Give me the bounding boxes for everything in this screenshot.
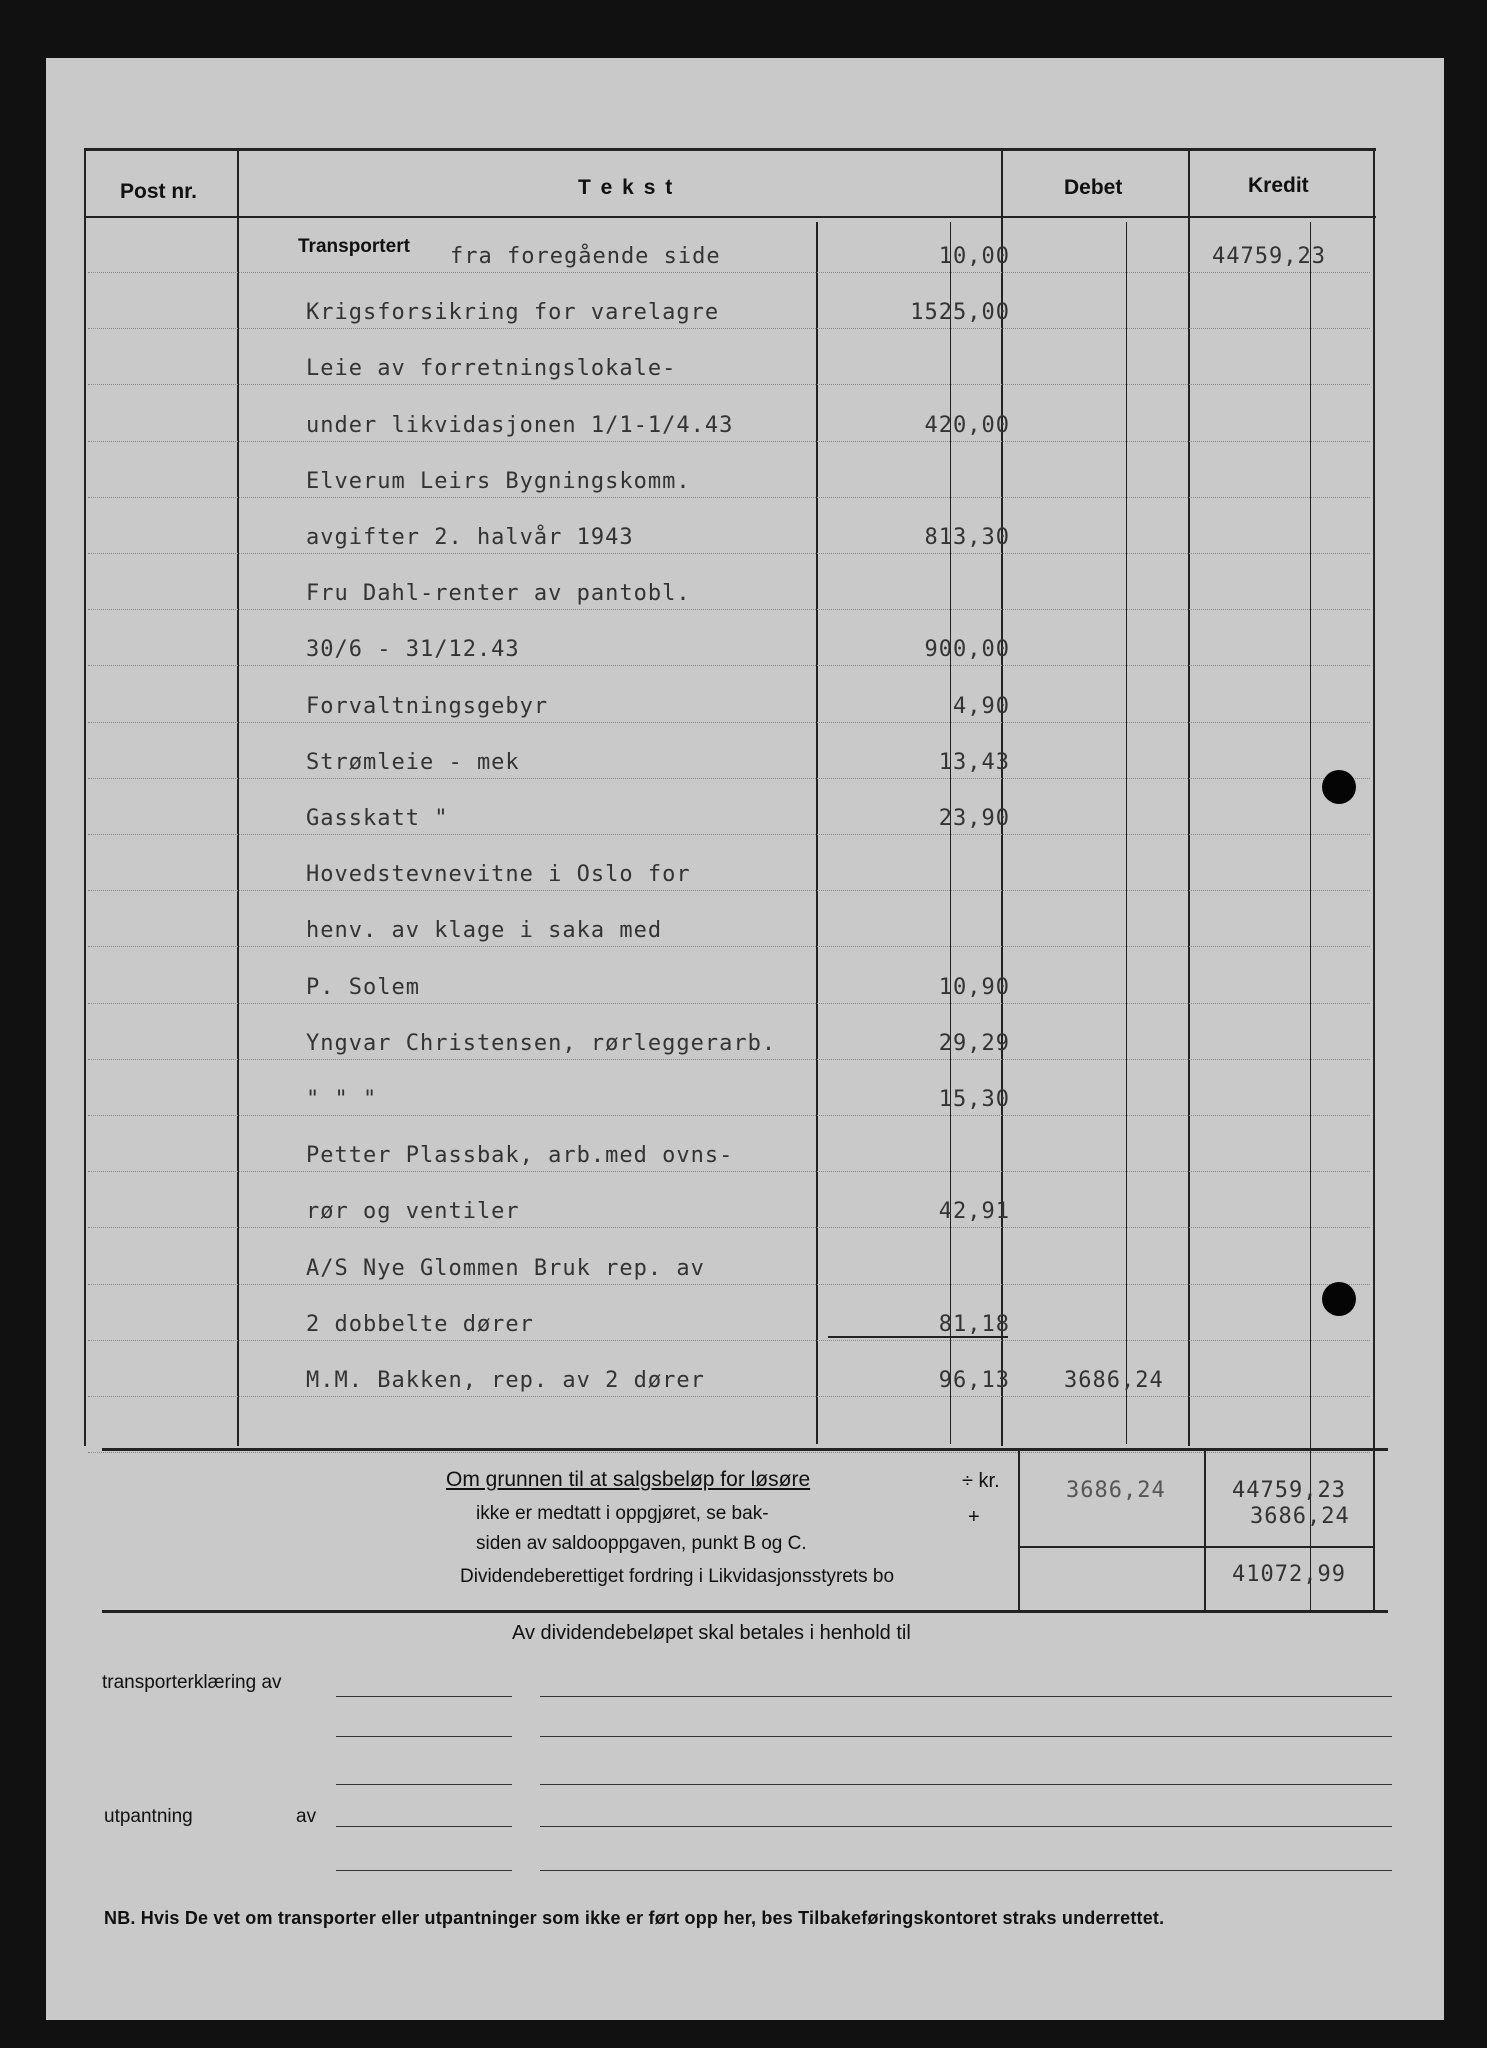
row-amount: 81,18 [938, 1312, 1010, 1337]
amount-cents-line [950, 222, 951, 1444]
row-guideline [88, 1115, 1370, 1116]
row-guideline [88, 1227, 1370, 1228]
blank-line-long[interactable] [540, 1784, 1392, 1785]
summary-debet-left [1018, 1450, 1020, 1610]
table-top-border [84, 148, 1376, 151]
row-guideline [88, 1340, 1370, 1341]
plus-sign: + [968, 1506, 980, 1528]
row-amount: 13,43 [938, 750, 1010, 775]
row-guideline [88, 778, 1370, 779]
row-guideline [88, 1396, 1370, 1397]
row-amount: 10,00 [938, 244, 1010, 269]
summary-kredit-minus: 3686,24 [1250, 1504, 1350, 1529]
row-guideline [88, 272, 1370, 273]
row-amount: 4,90 [953, 694, 1010, 719]
row-text: " " " [306, 1087, 378, 1112]
row-text: under likvidasjonen 1/1-1/4.43 [306, 413, 734, 438]
tekst-debet-divider [1001, 150, 1003, 1446]
header-debet: Debet [1064, 176, 1123, 199]
row-amount: 10,90 [938, 975, 1010, 1000]
row-text: fra foregående side [450, 244, 721, 269]
header-post-nr: Post nr. [120, 180, 198, 203]
row-guideline [88, 1171, 1370, 1172]
row-amount: 1525,00 [910, 300, 1010, 325]
kredit-cents-line [1310, 222, 1311, 1612]
header-tekst: T e k s t [578, 176, 675, 199]
row-text: 30/6 - 31/12.43 [306, 637, 520, 662]
row-guideline [88, 1452, 1370, 1453]
row-guideline [88, 665, 1370, 666]
punch-hole-lower [1322, 1282, 1356, 1316]
table-left-border [84, 150, 86, 1446]
row-text: Hovedstevnevitne i Oslo for [306, 862, 691, 887]
row-amount: 29,29 [938, 1031, 1010, 1056]
row-text: Fru Dahl-renter av pantobl. [306, 581, 691, 606]
row-text: Gasskatt " [306, 806, 449, 831]
summary-bottom-border [102, 1610, 1388, 1613]
summary-top-border [102, 1448, 1388, 1451]
row-guideline [88, 946, 1370, 947]
postnr-divider [237, 150, 239, 1446]
transport-label: Transportert [298, 236, 410, 257]
utpantning-av: av [296, 1806, 317, 1827]
row-text: M.M. Bakken, rep. av 2 dører [306, 1368, 705, 1393]
result-separator [1018, 1546, 1374, 1548]
debet-cents-line [1126, 222, 1127, 1444]
footer-note: NB. Hvis De vet om transporter eller utpantninger som ikke er ført opp her, bes Tilbakeføringskontoret straks underrettet. [104, 1908, 1165, 1928]
row-text: henv. av klage i saka med [306, 918, 663, 943]
row-text: Petter Plassbak, arb.med ovns- [306, 1143, 734, 1168]
note-line-1: Om grunnen til at salgsbeløp for løsøre [446, 1468, 811, 1491]
debet-kredit-divider [1188, 150, 1190, 1446]
blank-line-short[interactable] [336, 1826, 512, 1827]
blank-line-short[interactable] [336, 1870, 512, 1871]
row-guideline [88, 834, 1370, 835]
row-text: Yngvar Christensen, rørleggerarb. [306, 1031, 777, 1056]
row-text: Forvaltningsgebyr [306, 694, 549, 719]
blank-line-short[interactable] [336, 1736, 512, 1737]
summary-result: 41072,99 [1232, 1562, 1346, 1587]
minus-kr: ÷ kr. [962, 1470, 1000, 1492]
row-guideline [88, 553, 1370, 554]
row-guideline [88, 441, 1370, 442]
note-line-2: ikke er medtatt i oppgjøret, se bak- [476, 1503, 769, 1524]
row-debet: 3686,24 [1064, 1368, 1164, 1393]
header-kredit: Kredit [1248, 174, 1309, 197]
row-amount: 96,13 [938, 1368, 1010, 1393]
row-guideline [88, 497, 1370, 498]
row-amount: 900,00 [924, 637, 1010, 662]
row-guideline [88, 1059, 1370, 1060]
row-guideline [88, 890, 1370, 891]
dividend-line: Dividendeberettiget fordring i Likvidasjonsstyrets bo [460, 1566, 895, 1587]
utpantning-label: utpantning [104, 1806, 193, 1827]
note-line-3: siden av saldooppgaven, punkt B og C. [476, 1533, 807, 1554]
row-amount: 23,90 [938, 806, 1010, 831]
row-guideline [88, 1284, 1370, 1285]
row-guideline [88, 722, 1370, 723]
row-text: Krigsforsikring for varelagre [306, 300, 720, 325]
blank-line-long[interactable] [540, 1870, 1392, 1871]
row-guideline [88, 609, 1370, 610]
blank-line-long[interactable] [540, 1696, 1392, 1697]
row-text: A/S Nye Glommen Bruk rep. av [306, 1256, 705, 1281]
table-right-border [1373, 150, 1375, 1610]
row-guideline [88, 328, 1370, 329]
row-text: avgifter 2. halvår 1943 [306, 525, 634, 550]
blank-line-short[interactable] [336, 1696, 512, 1697]
row-text: Elverum Leirs Bygningskomm. [306, 469, 691, 494]
header-bottom-border [84, 216, 1376, 218]
row-amount: 813,30 [924, 525, 1010, 550]
blank-line-short[interactable] [336, 1784, 512, 1785]
blank-line-long[interactable] [540, 1826, 1392, 1827]
amount-column-left [816, 222, 818, 1444]
row-text: rør og ventiler [306, 1199, 520, 1224]
punch-hole-upper [1322, 770, 1356, 804]
row-amount: 15,30 [938, 1087, 1010, 1112]
summary-kredit-total: 44759,23 [1232, 1478, 1346, 1503]
summary-debet-total: 3686,24 [1066, 1478, 1166, 1503]
blank-line-long[interactable] [540, 1736, 1392, 1737]
row-text: Strømleie - mek [306, 750, 520, 775]
row-guideline [88, 384, 1370, 385]
payment-heading: Av dividendebeløpet skal betales i henhold til [512, 1622, 911, 1644]
row-text: 2 dobbelte dører [306, 1312, 534, 1337]
summary-kredit-left [1204, 1450, 1206, 1610]
transport-declaration-label: transporterklæring av [102, 1672, 282, 1693]
row-text: P. Solem [306, 975, 420, 1000]
row-amount: 42,91 [938, 1199, 1010, 1224]
row-guideline [88, 1003, 1370, 1004]
row-kredit: 44759,23 [1212, 244, 1326, 269]
row-text: Leie av forretningslokale- [306, 356, 677, 381]
row-amount: 420,00 [924, 413, 1010, 438]
